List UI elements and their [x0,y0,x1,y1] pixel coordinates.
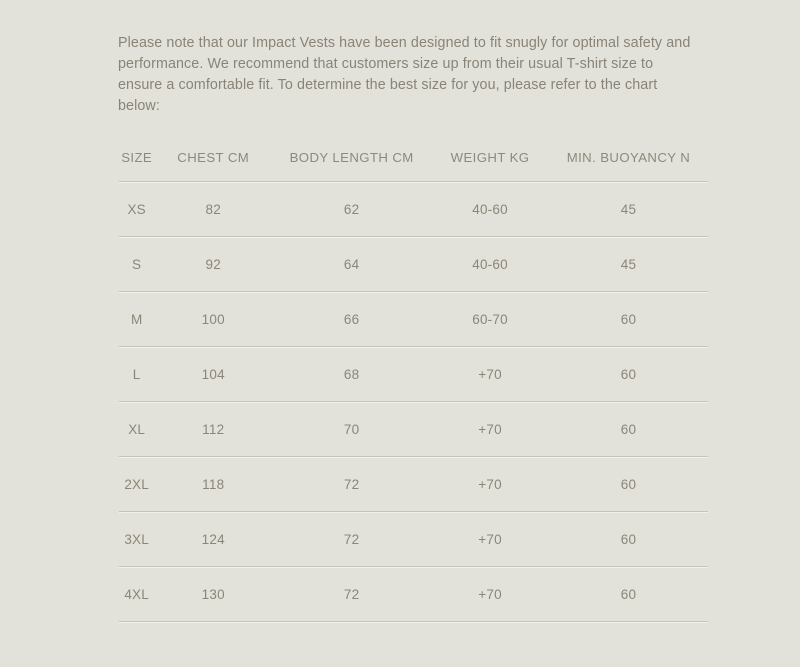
cell-body-length-cm: 66 [343,311,360,327]
cell-weight-kg: 60-70 [472,311,508,327]
column-header-chest-cm: CHEST CM [177,149,250,165]
cell-min-buoyancy-n: 60 [620,311,637,327]
cell-size: XL [128,421,146,437]
cell-chest-cm: 130 [201,586,225,602]
cell-chest-cm: 124 [201,531,225,547]
cell-size: M [130,311,143,327]
cell-size: 2XL [124,476,149,492]
table-row [119,292,708,347]
cell-body-length-cm: 68 [343,366,360,382]
table-row [119,512,708,567]
size-chart-table [119,139,708,622]
cell-min-buoyancy-n: 45 [620,256,637,272]
cell-chest-cm: 118 [202,476,225,492]
table-row [119,402,708,457]
cell-body-length-cm: 70 [343,421,360,437]
table-row [119,457,708,512]
table-row [119,182,708,237]
cell-weight-kg: +70 [478,421,502,437]
cell-weight-kg: +70 [478,586,502,602]
cell-chest-cm: 100 [201,311,225,327]
cell-weight-kg: +70 [478,476,502,492]
table-header-row [119,139,708,182]
table-row [119,347,708,402]
cell-min-buoyancy-n: 45 [620,201,637,217]
cell-weight-kg: +70 [478,366,502,382]
cell-min-buoyancy-n: 60 [620,476,637,492]
cell-size: 4XL [124,586,149,602]
cell-body-length-cm: 62 [343,201,360,217]
cell-body-length-cm: 72 [343,586,360,602]
column-header-weight-kg: WEIGHT KG [450,149,530,165]
cell-size: S [132,256,142,272]
cell-chest-cm: 92 [205,256,221,272]
cell-size: L [132,366,141,382]
table-row [119,567,708,622]
cell-body-length-cm: 72 [343,476,360,492]
column-header-min-buoyancy-n: MIN. BUOYANCY N [566,149,691,165]
cell-body-length-cm: 72 [343,531,360,547]
cell-chest-cm: 104 [201,366,225,382]
cell-min-buoyancy-n: 60 [620,366,637,382]
cell-weight-kg: 40-60 [472,201,508,217]
cell-weight-kg: +70 [478,531,502,547]
cell-min-buoyancy-n: 60 [620,421,637,437]
table-row [119,237,708,292]
cell-min-buoyancy-n: 60 [620,586,637,602]
cell-min-buoyancy-n: 60 [620,531,637,547]
cell-weight-kg: 40-60 [472,256,508,272]
cell-chest-cm: 82 [205,201,221,217]
cell-body-length-cm: 64 [343,256,360,272]
column-header-size: SIZE [121,149,153,165]
cell-chest-cm: 112 [202,421,225,437]
intro-paragraph: Please note that our Impact Vests have been designed to fit snugly for optimal safety and performance. We recommend that customers size up from their usual T-shirt size to ensure a comfortable fit. To determine the best size for you, please refer to the chart below: [118,35,691,114]
cell-size: 3XL [124,531,149,547]
column-header-body-length-cm: BODY LENGTH CM [289,149,414,165]
cell-size: XS [127,201,146,217]
